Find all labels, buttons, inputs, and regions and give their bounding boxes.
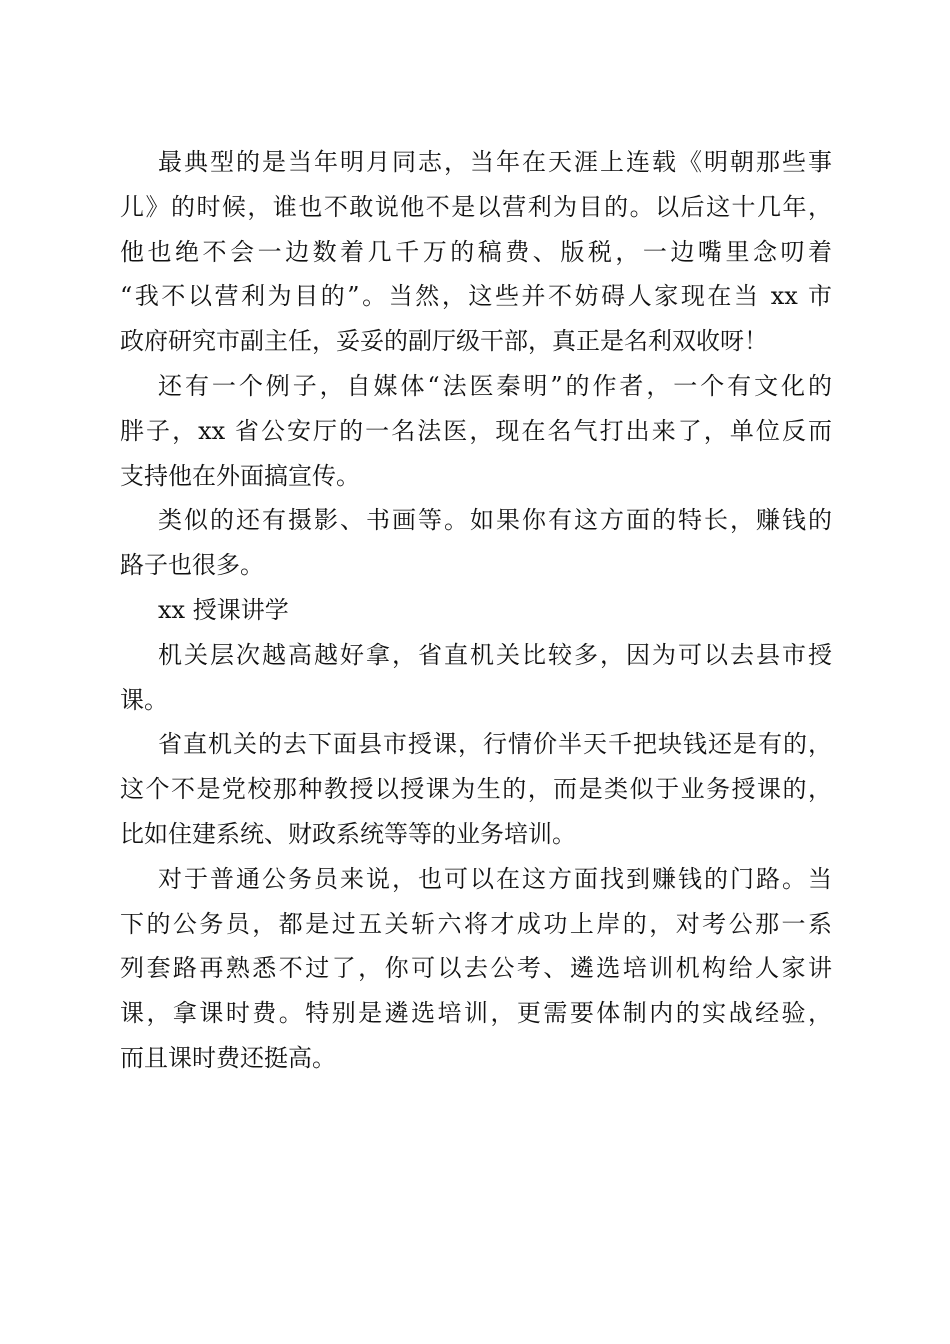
- paragraph-line: 课。: [120, 685, 168, 714]
- paragraph-line: 他也绝不会一边数着几千万的稿费、版税，一边嘴里念叨着: [120, 237, 832, 266]
- paragraph-line: 还有一个例子，自媒体“法医秦明”的作者，一个有文化的: [158, 372, 832, 400]
- paragraph-line: 课，拿课时费。特别是遴选培训，更需要体制内的实战经验，: [120, 999, 832, 1028]
- paragraph-line: 省直机关的去下面县市授课，行情价半天千把块钱还是有的，: [158, 730, 832, 759]
- paragraph-line: 类似的还有摄影、书画等。如果你有这方面的特长，赚钱的: [158, 506, 832, 535]
- paragraph-line: 这个不是党校那种教授以授课为生的，而是类似于业务授课的，: [120, 775, 832, 804]
- paragraph-line: 最典型的是当年明月同志，当年在天涯上连载《明朝那些事: [158, 148, 832, 176]
- paragraph-line: 支持他在外面搞宣传。: [120, 461, 360, 490]
- paragraph-line: 对于普通公务员来说，也可以在这方面找到赚钱的门路。当: [158, 864, 832, 893]
- paragraph-line: 而且课时费还挺高。: [120, 1044, 336, 1072]
- paragraph-line: “我不以营利为目的”。当然，这些并不妨碍人家现在当 xx 市: [120, 282, 832, 311]
- paragraph-line: 儿》的时候，谁也不敢说他不是以营利为目的。以后这十几年，: [120, 192, 832, 221]
- section-heading: xx 授课讲学: [158, 596, 289, 624]
- paragraph-line: 路子也很多。: [120, 551, 264, 580]
- paragraph-line: 下的公务员，都是过五关斩六将才成功上岸的，对考公那一系: [120, 909, 832, 938]
- paragraph-line: 比如住建系统、财政系统等等的业务培训。: [120, 820, 576, 848]
- paragraph-line: 机关层次越高越好拿，省直机关比较多，因为可以去县市授: [158, 640, 832, 669]
- paragraph-line: 列套路再熟悉不过了，你可以去公考、遴选培训机构给人家讲: [120, 954, 832, 983]
- paragraph-line: 政府研究市副主任，妥妥的副厅级干部，真正是名利双收呀！: [120, 327, 768, 356]
- paragraph-line: 胖子，xx 省公安厅的一名法医，现在名气打出来了，单位反而: [120, 416, 832, 445]
